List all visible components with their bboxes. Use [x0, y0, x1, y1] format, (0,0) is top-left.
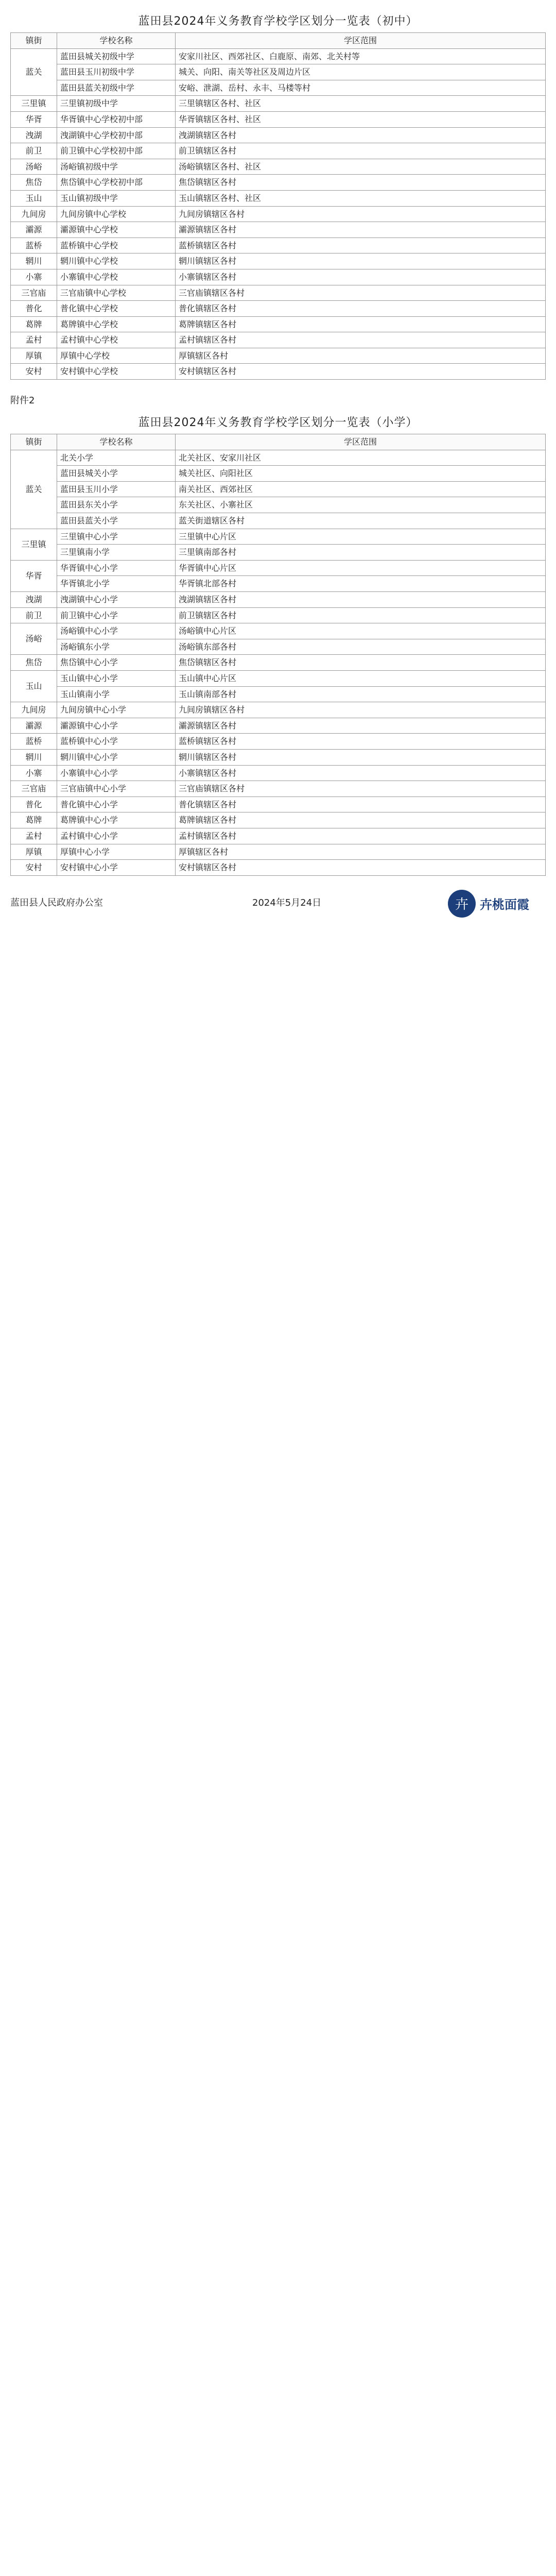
- town-cell: 孟村: [11, 828, 57, 844]
- scope-cell: 小寨镇辖区各村: [176, 765, 546, 781]
- town-cell: 辋川: [11, 749, 57, 765]
- scope-cell: 普化镇辖区各村: [176, 301, 546, 317]
- table-row: [11, 623, 546, 639]
- town-cell: 洩湖: [11, 592, 57, 608]
- issue-date: 2024年5月24日: [252, 897, 322, 908]
- scope-cell: 前卫镇辖区各村: [176, 607, 546, 623]
- school-cell: 蓝田县蓝关初级中学: [57, 80, 176, 96]
- school-cell: 孟村镇中心学校: [57, 332, 176, 348]
- school-cell: 三里镇南小学: [57, 545, 176, 561]
- school-cell: 华胥镇中心学校初中部: [57, 111, 176, 127]
- school-cell: 蓝田县城关小学: [57, 466, 176, 482]
- scope-cell: 孟村镇辖区各村: [176, 332, 546, 348]
- table-row: [11, 560, 546, 576]
- scope-cell: 蓝关街道辖区各村: [176, 513, 546, 529]
- school-cell: 安村镇中心小学: [57, 860, 176, 876]
- town-cell: 三里镇: [11, 96, 57, 112]
- town-cell: 辋川: [11, 253, 57, 269]
- school-cell: 洩湖镇中心小学: [57, 592, 176, 608]
- scope-cell: 辋川镇辖区各村: [176, 253, 546, 269]
- scope-cell: 城关社区、向阳社区: [176, 466, 546, 482]
- scope-cell: 孟村镇辖区各村: [176, 828, 546, 844]
- scope-cell: 安村镇辖区各村: [176, 860, 546, 876]
- school-cell: 前卫镇中心小学: [57, 607, 176, 623]
- scope-cell: 安村镇辖区各村: [176, 364, 546, 380]
- town-cell: 普化: [11, 301, 57, 317]
- table-row: [11, 348, 546, 364]
- town-cell: 前卫: [11, 143, 57, 159]
- school-cell: 玉山镇中心小学: [57, 670, 176, 686]
- school-cell: 普化镇中心学校: [57, 301, 176, 317]
- school-cell: 华胥镇北小学: [57, 576, 176, 592]
- scope-cell: 普化镇辖区各村: [176, 796, 546, 812]
- town-cell: 蓝桥: [11, 238, 57, 253]
- town-cell: 厚镇: [11, 844, 57, 860]
- school-cell: 蓝田县东关小学: [57, 497, 176, 513]
- table-row: [11, 206, 546, 222]
- document: [0, 0, 556, 947]
- table-row: [11, 481, 546, 497]
- scope-cell: 焦岱镇辖区各村: [176, 655, 546, 671]
- table2: [10, 434, 546, 876]
- school-cell: 蓝桥镇中心学校: [57, 238, 176, 253]
- table-row: [11, 576, 546, 592]
- school-cell: 焦岱镇中心小学: [57, 655, 176, 671]
- table2-header-town: 镇街: [11, 434, 57, 450]
- town-cell: 灞源: [11, 718, 57, 734]
- town-cell: 厚镇: [11, 348, 57, 364]
- table-row: [11, 332, 546, 348]
- scope-cell: 蓝桥镇辖区各村: [176, 238, 546, 253]
- school-cell: 焦岱镇中心学校初中部: [57, 175, 176, 191]
- school-cell: 辋川镇中心学校: [57, 253, 176, 269]
- scope-cell: 前卫镇辖区各村: [176, 143, 546, 159]
- school-cell: 三里镇中心小学: [57, 529, 176, 545]
- table-row: [11, 796, 546, 812]
- scope-cell: 安峪、泄湖、岳村、永丰、马楼等村: [176, 80, 546, 96]
- table-row: [11, 269, 546, 285]
- scope-cell: 灞源镇辖区各村: [176, 718, 546, 734]
- table-row: [11, 48, 546, 64]
- table-row: [11, 513, 546, 529]
- town-cell: 焦岱: [11, 175, 57, 191]
- table-row: [11, 828, 546, 844]
- town-cell: 孟村: [11, 332, 57, 348]
- town-cell: 九间房: [11, 206, 57, 222]
- table-row: [11, 545, 546, 561]
- scope-cell: 华胥镇北部各村: [176, 576, 546, 592]
- town-cell: 普化: [11, 796, 57, 812]
- site-logo: [448, 888, 546, 919]
- town-cell: 三官庙: [11, 781, 57, 797]
- school-cell: 三官庙镇中心小学: [57, 781, 176, 797]
- table-row: [11, 159, 546, 175]
- school-cell: 葛牌镇中心小学: [57, 812, 176, 828]
- town-cell: 灞源: [11, 222, 57, 238]
- issuer: 蓝田县人民政府办公室: [10, 897, 103, 908]
- appendix-2-label: 附件2: [10, 395, 35, 406]
- school-cell: 蓝田县玉川初级中学: [57, 64, 176, 80]
- school-cell: 玉山镇初级中学: [57, 190, 176, 206]
- scope-cell: 汤峪镇辖区各村、社区: [176, 159, 546, 175]
- scope-cell: 九间房镇辖区各村: [176, 206, 546, 222]
- school-cell: 葛牌镇中心学校: [57, 316, 176, 332]
- table-row: [11, 718, 546, 734]
- scope-cell: 三官庙镇辖区各村: [176, 285, 546, 301]
- scope-cell: 玉山镇辖区各村、社区: [176, 190, 546, 206]
- school-cell: 玉山镇南小学: [57, 686, 176, 702]
- scope-cell: 城关、向阳、南关等社区及周边片区: [176, 64, 546, 80]
- table-row: [11, 175, 546, 191]
- school-cell: 华胥镇中心小学: [57, 560, 176, 576]
- table-row: [11, 143, 546, 159]
- table2-body: [11, 450, 546, 875]
- table2-title: 蓝田县2024年义务教育学校学区划分一览表（小学）: [138, 416, 418, 430]
- table-row: [11, 844, 546, 860]
- school-cell: 三官庙镇中心学校: [57, 285, 176, 301]
- scope-cell: 玉山镇南部各村: [176, 686, 546, 702]
- school-cell: 洩湖镇中心学校初中部: [57, 127, 176, 143]
- town-cell: 三官庙: [11, 285, 57, 301]
- table-row: [11, 466, 546, 482]
- town-cell: 华胥: [11, 111, 57, 127]
- town-cell: 焦岱: [11, 655, 57, 671]
- town-cell: 玉山: [11, 670, 57, 702]
- table-row: [11, 450, 546, 466]
- scope-cell: 蓝桥镇辖区各村: [176, 734, 546, 750]
- table-row: [11, 497, 546, 513]
- table-row: [11, 316, 546, 332]
- table-row: [11, 301, 546, 317]
- scope-cell: 九间房镇辖区各村: [176, 702, 546, 718]
- town-cell: 蓝关: [11, 450, 57, 529]
- table-row: [11, 639, 546, 655]
- table1-body: [11, 48, 546, 379]
- table-row: [11, 80, 546, 96]
- table-row: [11, 655, 546, 671]
- school-cell: 厚镇中心小学: [57, 844, 176, 860]
- school-cell: 孟村镇中心小学: [57, 828, 176, 844]
- table-row: [11, 96, 546, 112]
- table-row: [11, 222, 546, 238]
- town-cell: 三里镇: [11, 529, 57, 560]
- table-row: [11, 860, 546, 876]
- logo-text: 卉桃面霞: [480, 897, 529, 912]
- town-cell: 蓝关: [11, 48, 57, 96]
- table-row: [11, 765, 546, 781]
- school-cell: 九间房镇中心学校: [57, 206, 176, 222]
- town-cell: 安村: [11, 364, 57, 380]
- school-cell: 蓝田县玉川小学: [57, 481, 176, 497]
- table-row: [11, 670, 546, 686]
- town-cell: 小寨: [11, 269, 57, 285]
- scope-cell: 葛牌镇辖区各村: [176, 316, 546, 332]
- school-cell: 蓝田县蓝关小学: [57, 513, 176, 529]
- scope-cell: 三里镇南部各村: [176, 545, 546, 561]
- table1: [10, 32, 546, 380]
- scope-cell: 三官庙镇辖区各村: [176, 781, 546, 797]
- town-cell: 前卫: [11, 607, 57, 623]
- logo-mark-icon: 卉: [448, 890, 476, 918]
- table-row: [11, 702, 546, 718]
- school-cell: 前卫镇中心学校初中部: [57, 143, 176, 159]
- scope-cell: 三里镇辖区各村、社区: [176, 96, 546, 112]
- table-row: [11, 253, 546, 269]
- scope-cell: 厚镇辖区各村: [176, 348, 546, 364]
- scope-cell: 汤峪镇中心片区: [176, 623, 546, 639]
- school-cell: 汤峪镇东小学: [57, 639, 176, 655]
- school-cell: 辋川镇中心小学: [57, 749, 176, 765]
- school-cell: 普化镇中心小学: [57, 796, 176, 812]
- scope-cell: 葛牌镇辖区各村: [176, 812, 546, 828]
- town-cell: 小寨: [11, 765, 57, 781]
- town-cell: 汤峪: [11, 159, 57, 175]
- table-row: [11, 238, 546, 253]
- table-row: [11, 364, 546, 380]
- school-cell: 汤峪镇中心小学: [57, 623, 176, 639]
- table-row: [11, 686, 546, 702]
- scope-cell: 厚镇辖区各村: [176, 844, 546, 860]
- town-cell: 葛牌: [11, 316, 57, 332]
- table1-header-scope: 学区范围: [176, 33, 546, 49]
- scope-cell: 华胥镇辖区各村、社区: [176, 111, 546, 127]
- school-cell: 小寨镇中心学校: [57, 269, 176, 285]
- table1-header-town: 镇街: [11, 33, 57, 49]
- scope-cell: 小寨镇辖区各村: [176, 269, 546, 285]
- town-cell: 玉山: [11, 190, 57, 206]
- scope-cell: 灞源镇辖区各村: [176, 222, 546, 238]
- table-row: [11, 529, 546, 545]
- table-row: [11, 127, 546, 143]
- scope-cell: 玉山镇中心片区: [176, 670, 546, 686]
- table-row: [11, 812, 546, 828]
- school-cell: 蓝桥镇中心小学: [57, 734, 176, 750]
- town-cell: 华胥: [11, 560, 57, 591]
- table1-title: 蓝田县2024年义务教育学校学区划分一览表（初中）: [138, 15, 418, 28]
- school-cell: 三里镇初级中学: [57, 96, 176, 112]
- table-row: [11, 607, 546, 623]
- school-cell: 北关小学: [57, 450, 176, 466]
- table-row: [11, 749, 546, 765]
- school-cell: 灞源镇中心学校: [57, 222, 176, 238]
- table-row: [11, 190, 546, 206]
- school-cell: 汤峪镇初级中学: [57, 159, 176, 175]
- town-cell: 九间房: [11, 702, 57, 718]
- school-cell: 九间房镇中心小学: [57, 702, 176, 718]
- school-cell: 蓝田县城关初级中学: [57, 48, 176, 64]
- table-row: [11, 734, 546, 750]
- school-cell: 小寨镇中心小学: [57, 765, 176, 781]
- footer: [10, 885, 546, 926]
- school-cell: 安村镇中心学校: [57, 364, 176, 380]
- scope-cell: 汤峪镇东部各村: [176, 639, 546, 655]
- scope-cell: 洩湖镇辖区各村: [176, 592, 546, 608]
- table2-header-scope: 学区范围: [176, 434, 546, 450]
- town-cell: 汤峪: [11, 623, 57, 655]
- table-row: [11, 111, 546, 127]
- scope-cell: 洩湖镇辖区各村: [176, 127, 546, 143]
- scope-cell: 辋川镇辖区各村: [176, 749, 546, 765]
- school-cell: 灞源镇中心小学: [57, 718, 176, 734]
- town-cell: 蓝桥: [11, 734, 57, 750]
- scope-cell: 东关社区、小寨社区: [176, 497, 546, 513]
- scope-cell: 华胥镇中心片区: [176, 560, 546, 576]
- table-row: [11, 64, 546, 80]
- table-row: [11, 285, 546, 301]
- table-row: [11, 781, 546, 797]
- table2-header-school: 学校名称: [57, 434, 176, 450]
- scope-cell: 三里镇中心片区: [176, 529, 546, 545]
- scope-cell: 南关社区、西郊社区: [176, 481, 546, 497]
- table1-header-school: 学校名称: [57, 33, 176, 49]
- scope-cell: 北关社区、安家川社区: [176, 450, 546, 466]
- town-cell: 洩湖: [11, 127, 57, 143]
- scope-cell: 焦岱镇辖区各村: [176, 175, 546, 191]
- town-cell: 安村: [11, 860, 57, 876]
- school-cell: 厚镇中心学校: [57, 348, 176, 364]
- table-row: [11, 592, 546, 608]
- scope-cell: 安家川社区、西郊社区、白鹿原、南郊、北关村等: [176, 48, 546, 64]
- town-cell: 葛牌: [11, 812, 57, 828]
